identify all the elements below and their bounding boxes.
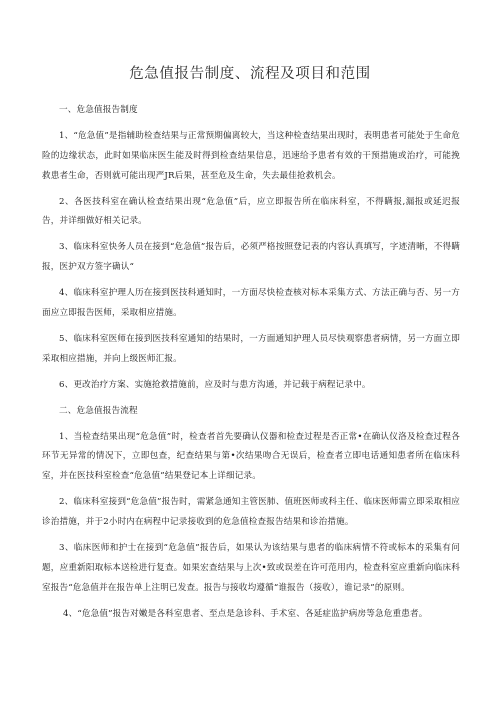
- paragraph-system-3: 3、临床科室快务人员在接到“危急值”报告后，必须严格按照登记表的内容认真填写，字迹清晰，不得瞒报，医护双方签字确认“: [42, 242, 460, 273]
- paragraph-process-3: 3、临床医师和护士在接到“危急值”报告后，如果认为该结果与患者的临床病情不符或标本的采集有问题，应重新阳取标本送检进行复查。如果宏查结果与上次•致或误差在许可范用内，检查科室应重新向临床科室报告“危急值并在报告单上注明已发查。报告与接收均遵循“谁报告（接收），谁记录”的原则。: [42, 543, 460, 593]
- paragraph-process-2: 2、临床科室接到“危急值”报告时，需紧急通知主管医肺、值班医师或科主任、临床医师需立即采取相应诊治措施，并于2小时内在病程中记录接收到的危急值检查报告结果和诊治措施。: [42, 497, 460, 528]
- paragraph-process-4: 4、“危急值”报告对嫩是各科室患者、至点是急诊科、手术室、各延症监护病房等急危重患者。: [63, 608, 428, 619]
- document-body: [42, 101, 460, 631]
- paragraph-system-2: 2、各医技科室在确认检查结果出现“危急值”后，应立即报告所在临床科室，不得瞒报,漏报或延迟报告，并详细做好相关记录。: [42, 196, 460, 227]
- paragraph-process-1: 1、当检查结果出现“危急值”时，检查者首先要确认仪器和检查过程是否正常•在确认仪洛及检查过程各环节无异常的情况下，立即包查，纪查结果与第•次结果吻合无误后，检查者立即电话通知患者所在临床科室，并在医技科室检查“危急值”结果登记本上详细记录。: [42, 431, 461, 482]
- section-heading-reporting-system: 一、危急值报告制度: [59, 105, 138, 115]
- document-title: 危急值报告制度、流程及项目和范围: [129, 66, 371, 82]
- paragraph-system-5: 5、临床科室医师在接到医技科室通知的结果时，一方面通知护理人员尽快观察患者病情，另一方面立即采取相应措施，并向上级医师汇报。: [42, 333, 460, 364]
- paragraph-system-4: 4、临床科室护理人历在接到医技科通知时，一方面尽快检查核对标本采集方式、方法正确与否、另一方面应立即报告医师，采取相应措施。: [42, 288, 460, 318]
- paragraph-system-6: 6、更改治疗方案、实施抢救措施前，应及时与患方沟通，并记载于病程记录中。: [59, 379, 371, 390]
- section-heading-reporting-process: 二、危急值报告流程: [59, 405, 138, 416]
- paragraph-system-1: 1、“危急值”是指辅助检查结果与正常预期偏离较大，当这种检查结果出现时，表明患者可能处于生命危险的边缘状态，此时如果临床医生能及时得到检查结果信息，迅速给予患者有效的干预措施或治疗，可能挽救患者生命，否则就可能出现严JR后果，甚至危及生命，失去最佳抢救机会。: [42, 130, 460, 181]
